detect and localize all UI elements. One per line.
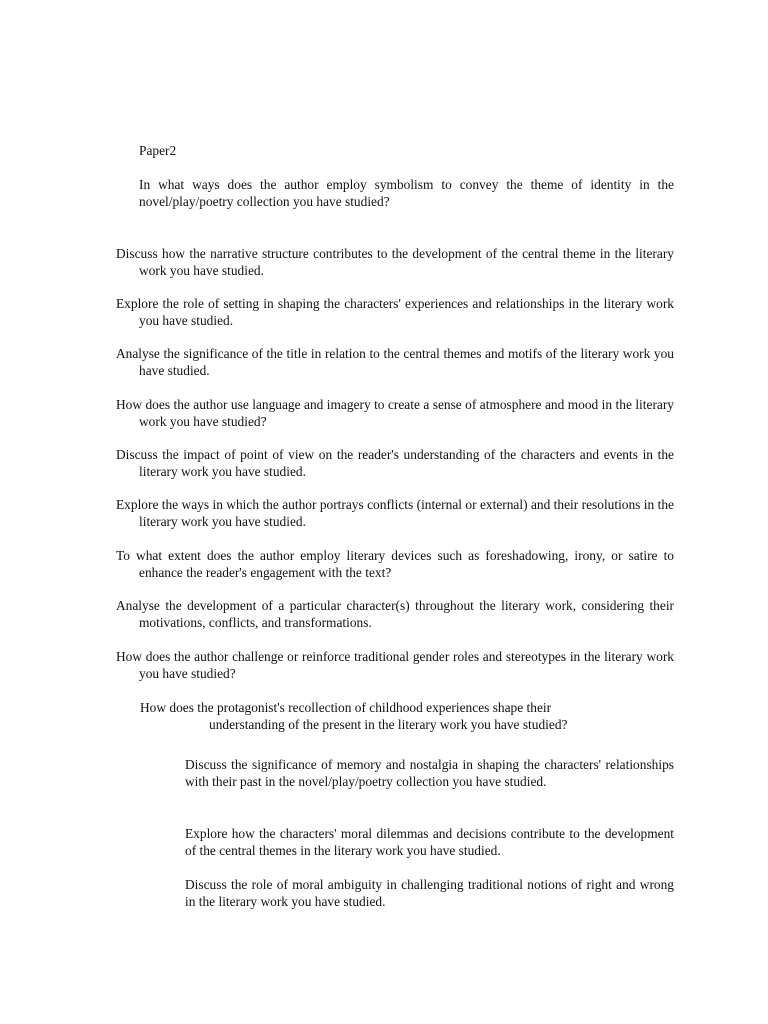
question-memory-nostalgia: Discuss the significance of memory and nostalgia in shaping the characters' relationships with their past in the novel/play/poetry collection you have studied. (185, 757, 674, 789)
question-point-of-view: Discuss the impact of point of view on the reader's understanding of the characters and events in the literary work you have studied. (116, 447, 674, 479)
question-title-significance: Analyse the significance of the title in relation to the central themes and motifs of the literary work you have studied. (116, 346, 674, 378)
question-childhood-line-2: understanding of the present in the literary work you have studied? (209, 717, 568, 732)
paper-heading: Paper2 (139, 143, 177, 158)
question-moral-dilemmas: Explore how the characters' moral dilemmas and decisions contribute to the development of the central themes in the literary work you have studied. (185, 826, 674, 858)
question-childhood-line-1: How does the protagonist's recollection of childhood experiences shape their (140, 700, 552, 715)
question-symbolism: In what ways does the author employ symbolism to convey the theme of identity in the novel/play/poetry collection you have studied? (139, 177, 674, 209)
question-childhood-recollection (140, 699, 674, 733)
question-character-development: Analyse the development of a particular character(s) throughout the literary work, considering their motivations, conflicts, and transformations. (116, 598, 674, 630)
question-literary-devices: To what extent does the author employ literary devices such as foreshadowing, irony, or satire to enhance the reader's engagement with the text? (116, 548, 674, 580)
question-narrative-structure: Discuss how the narrative structure contributes to the development of the central theme in the literary work you have studied. (116, 246, 674, 278)
question-language-imagery: How does the author use language and imagery to create a sense of atmosphere and mood in the literary work you have studied? (116, 397, 674, 429)
question-moral-ambiguity: Discuss the role of moral ambiguity in challenging traditional notions of right and wrong in the literary work you have studied. (185, 877, 674, 909)
question-conflicts: Explore the ways in which the author portrays conflicts (internal or external) and their resolutions in the literary work you have studied. (116, 497, 674, 529)
question-gender-roles: How does the author challenge or reinforce traditional gender roles and stereotypes in the literary work you have studied? (116, 649, 674, 681)
question-setting: Explore the role of setting in shaping the characters' experiences and relationships in the literary work you have studied. (116, 296, 674, 328)
